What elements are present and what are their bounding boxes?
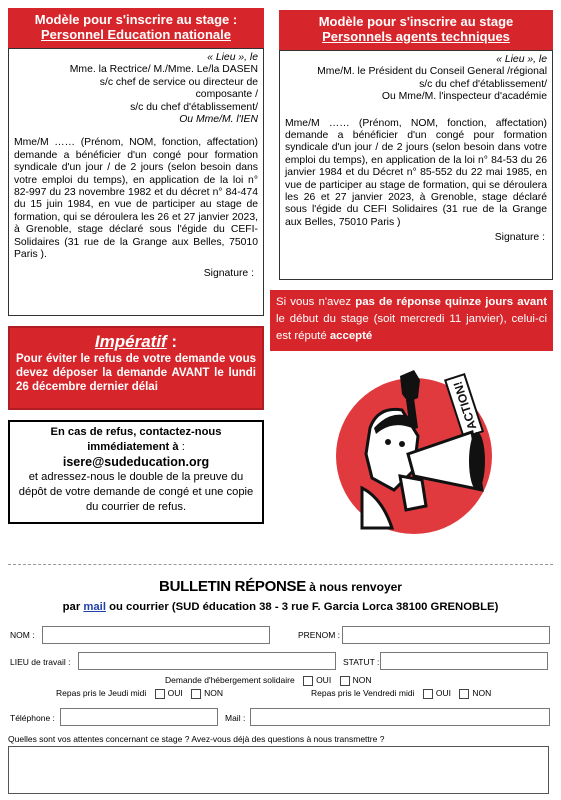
hebergement-oui-label: OUI (316, 675, 332, 685)
notice-text-1: Si vous n'avez (276, 296, 356, 308)
imperatif-box (8, 326, 264, 410)
megaphone-mouth-icon (469, 432, 485, 490)
left-model-header (8, 8, 264, 48)
repas-jeudi-row (56, 688, 223, 699)
statut-field[interactable] (380, 652, 548, 670)
vendredi-non-label: NON (472, 688, 492, 698)
refus-line1-row (16, 425, 256, 455)
jeudi-non-label: NON (204, 688, 223, 698)
notice-bold-1: pas de réponse quinze jours avant (355, 296, 547, 308)
left-body: Mme/M …… (Prénom, NOM, fonction, affectation) demande a bénéficier d'un congé pour formation syndicale d'un jour / de 2 jours (selon besoin dans votre emploi du temps), en application de la loi n° 82-997 du 23 novembre 1982 et du décret n° 84-474 du 15 juin 1984, en vue de participer au stage de formation, qui se déroulera les 26 et 27 janvier 2023, à Grenoble, stage déclaré sous l'égide du CEFI-Solidaires (31 rue de la Grange aux Belles, 75010 Paris ). (14, 137, 258, 261)
hebergement-row (165, 675, 371, 686)
imperatif-text: Pour éviter le refus de votre demande vous devez déposer la demande AVANT le lundi 26 décembre dernier délai (16, 353, 256, 393)
right-signature: Signature : (494, 232, 545, 244)
prenom-label: PRENOM : (298, 630, 341, 640)
right-model-letter (279, 50, 553, 280)
refus-colon: : (178, 441, 185, 453)
left-lieu: « Lieu », le (207, 52, 258, 63)
right-addr-3: Ou Mme/M. l'inspecteur d'académie (381, 91, 547, 103)
lieu-travail-field[interactable] (78, 652, 336, 670)
repas-vendredi-row (311, 688, 491, 699)
right-addr-2: s/c du chef d'établissement/ (419, 78, 547, 90)
bulletin-subtitle (0, 601, 561, 613)
action-sign-text: ACTION! (450, 379, 480, 432)
nom-field[interactable] (42, 626, 270, 644)
imperatif-title: Impératif (94, 332, 167, 351)
right-body: Mme/M …… (Prénom, NOM, fonction, affectation) demande a bénéficier d'un congé pour formation syndicale d'un jour / de 2 jours (selon besoin dans votre emploi du temps), en application de la loi n° 84-53 du 26 janvier 1984 et du Décret n° 85-552 du 22 mai 1985, en vue de participer au stage de formation, qui se déroulera les 26 et 27 janvier 2023, à Grenoble, stage déclaré sous l'égide du CEFI Solidaires (31 rue de la Grange aux Belles, 75010 Paris ) (285, 117, 547, 228)
megaphone-fist-illustration (322, 358, 512, 538)
hebergement-oui-checkbox[interactable] (303, 676, 313, 686)
left-addr-1: Mme. la Rectrice/ M./Mme. Le/la DASEN (69, 64, 258, 76)
vendredi-oui-checkbox[interactable] (423, 689, 433, 699)
lieu-travail-label: LIEU de travail : (10, 657, 71, 667)
mail-link[interactable]: mail (83, 601, 106, 613)
left-addr-4: s/c du chef d'établissement/ (130, 101, 258, 113)
right-model-header (279, 10, 553, 50)
left-model-letter (8, 48, 264, 316)
question-textarea[interactable] (8, 746, 549, 794)
cut-line (8, 564, 553, 565)
bulletin-title-suffix: à nous renvoyer (305, 580, 402, 594)
no-response-notice (270, 290, 553, 351)
refusal-box (8, 420, 264, 524)
hebergement-non-checkbox[interactable] (340, 676, 350, 686)
eye-icon (385, 439, 391, 445)
repas-vendredi-label: Repas pris le Vendredi midi (311, 688, 415, 698)
bulletin-title: BULLETIN RÉPONSE (159, 578, 306, 595)
refus-line1: En cas de refus, contactez-nous immédiatement à (50, 426, 222, 453)
refus-text: et adressez-nous le double de la preuve du dépôt de votre demande de congé et une copie du courrier de refus. (18, 471, 254, 513)
contact-email[interactable]: isere@sudeducation.org (62, 455, 210, 469)
left-addr-3: composante / (195, 89, 258, 101)
jeudi-oui-label: OUI (167, 688, 183, 698)
hebergement-label: Demande d'hébergement solidaire (165, 675, 295, 685)
left-header-line1: Modèle pour s'inscrire au stage : (34, 12, 238, 27)
mail-label: Mail : (225, 713, 246, 723)
imperatif-colon: : (166, 332, 178, 351)
right-header-line1: Modèle pour s'inscrire au stage (318, 14, 514, 29)
telephone-field[interactable] (60, 708, 218, 726)
repas-jeudi-label: Repas pris le Jeudi midi (56, 688, 147, 698)
left-addr-5: Ou Mme/M. l'IEN (179, 114, 258, 126)
left-addr-2: s/c chef de service ou directeur de (99, 76, 258, 88)
mail-field[interactable] (250, 708, 550, 726)
hand-icon (400, 476, 426, 510)
eye-icon-2 (399, 441, 405, 447)
question-label: Quelles sont vos attentes concernant ce stage ? Avez-vous déjà des questions à nous transmettre ? (8, 734, 385, 744)
sub-par: par (62, 601, 84, 613)
jeudi-non-checkbox[interactable] (191, 689, 201, 699)
jeudi-oui-checkbox[interactable] (155, 689, 165, 699)
imperatif-title-row (16, 331, 256, 352)
right-lieu: « Lieu », le (496, 54, 547, 65)
left-signature: Signature : (203, 267, 254, 279)
vendredi-oui-label: OUI (435, 688, 451, 698)
right-addr-1: Mme/M. le Président du Conseil General /régional (317, 66, 547, 78)
prenom-field[interactable] (342, 626, 550, 644)
hebergement-non-label: NON (352, 675, 372, 685)
telephone-label: Téléphone : (10, 713, 55, 723)
right-header-line2: Personnels agents techniques (322, 29, 510, 44)
vendredi-non-checkbox[interactable] (459, 689, 469, 699)
statut-label: STATUT : (343, 657, 380, 667)
notice-bold-2: accepté (329, 330, 373, 342)
sub-rest: ou courrier (SUD éducation 38 - 3 rue F. Garcia Lorca 38100 GRENOBLE) (105, 601, 499, 613)
bulletin-title-row (0, 578, 561, 596)
nom-label: NOM : (10, 630, 35, 640)
left-header-line2: Personnel Education nationale (41, 27, 231, 42)
notice-text-2: le début du stage (soit mercredi 11 janvier), celui-ci est réputé (276, 313, 547, 342)
